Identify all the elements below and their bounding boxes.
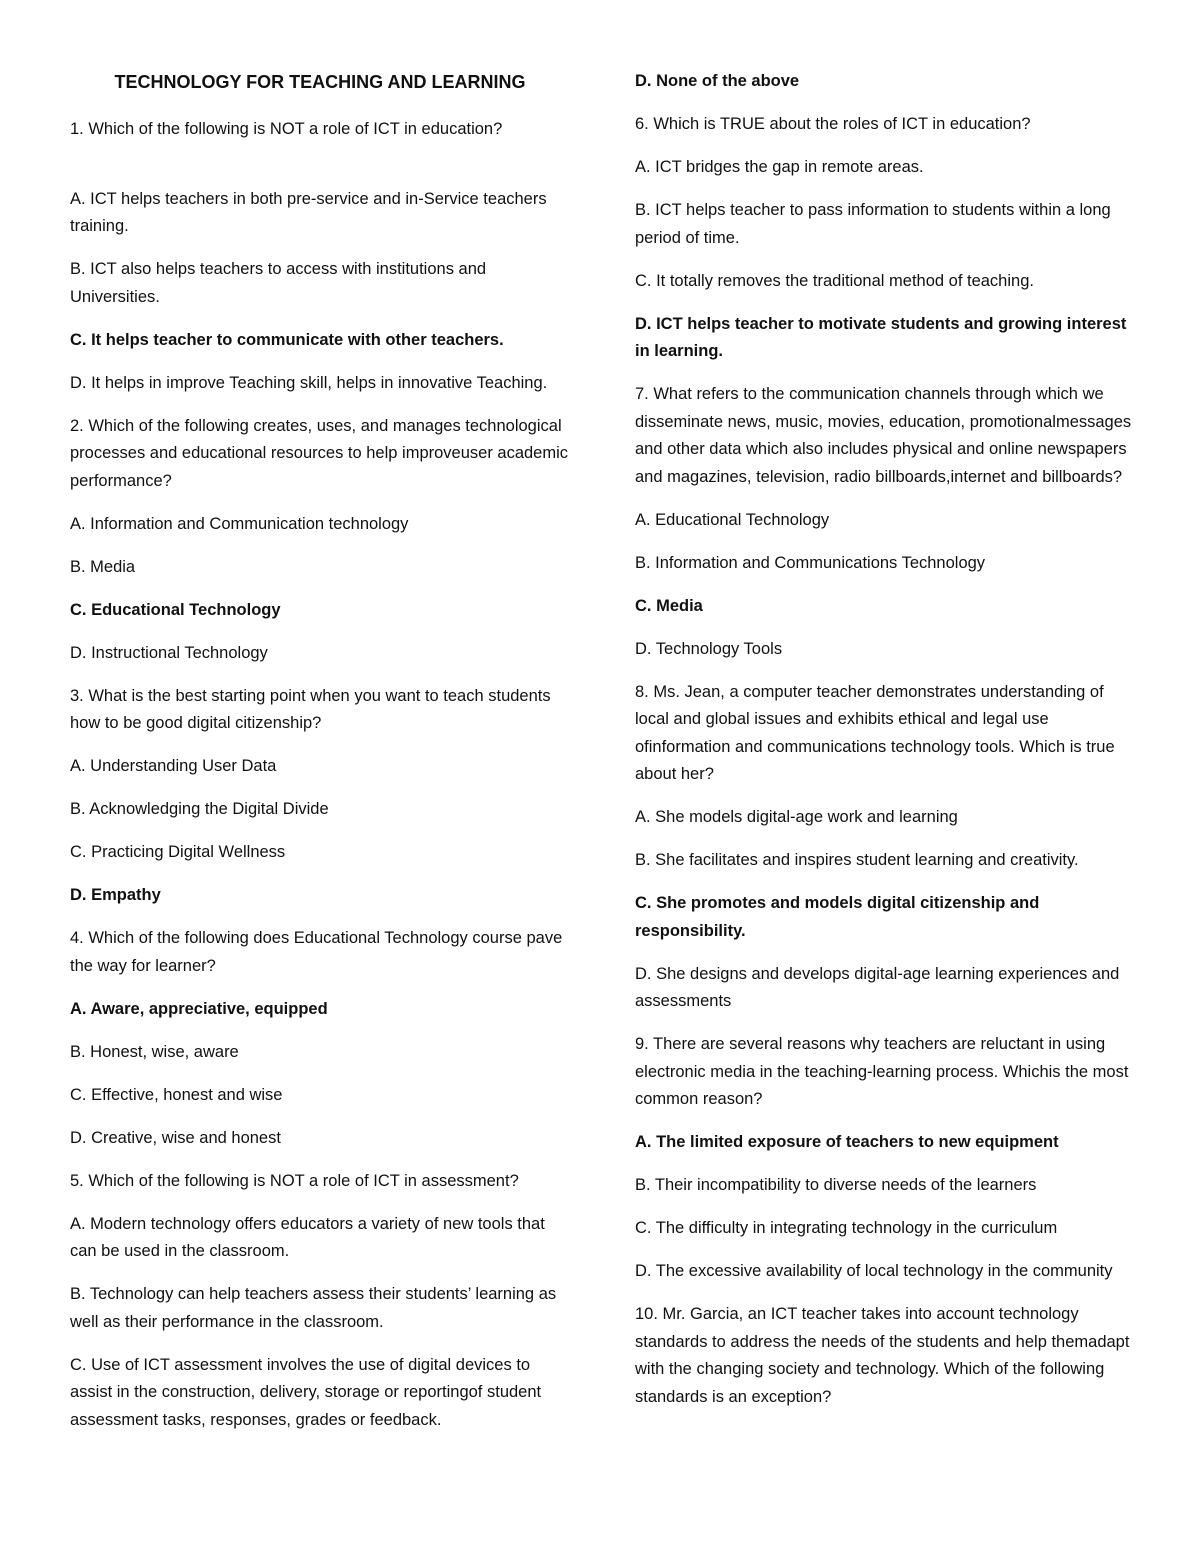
question-text-line: C. Practicing Digital Wellness — [70, 843, 286, 861]
answer-key-line: A. The limited exposure of teachers to new equipment — [635, 1133, 1059, 1151]
question-text-line: B. Information and Communications Technology — [635, 553, 986, 572]
left-question-list — [70, 116, 570, 1434]
question-text-line: A. Understanding User Data — [70, 757, 277, 775]
answer-key-line: D. ICT helps teacher to motivate students and growing interest in learning. — [635, 314, 1127, 360]
question-text-line: A. Information and Communication technology — [70, 514, 409, 533]
question-text-line: B. She facilitates and inspires student learning and creativity. — [635, 851, 1079, 869]
question-text-line: D. Instructional Technology — [70, 643, 268, 662]
question-text-line: A. She models digital-age work and learning — [635, 808, 958, 826]
answer-key-line: A. Aware, appreciative, equipped — [70, 999, 328, 1018]
question-text-line: B. Honest, wise, aware — [70, 1042, 239, 1061]
question-text-line: A. Modern technology offers educators a variety of new tools that can be used in the classroom. — [70, 1214, 545, 1260]
question-text-line: 10. Mr. Garcia, an ICT teacher takes into account technology standards to address the needs of the students and help themadapt with the changing society and technology. Which of the following standards is an exception? — [635, 1305, 1130, 1406]
question-text-line: D. It helps in improve Teaching skill, helps in innovative Teaching. — [70, 373, 548, 392]
question-text-line: B. Acknowledging the Digital Divide — [70, 800, 329, 818]
answer-key-line: C. Media — [635, 596, 703, 615]
question-text-line: 6. Which is TRUE about the roles of ICT in education? — [635, 115, 1031, 133]
question-text-line: B. ICT helps teacher to pass information to students within a long period of time. — [635, 201, 1111, 247]
left-column — [70, 68, 570, 1450]
question-text-line: A. Educational Technology — [635, 510, 830, 529]
answer-key-line: D. None of the above — [635, 72, 800, 90]
question-text-line: 3. What is the best starting point when you want to teach students how to be good digital citizenship? — [70, 686, 551, 732]
question-text-line: D. Creative, wise and honest — [70, 1128, 281, 1147]
question-text-line: D. Technology Tools — [635, 639, 783, 658]
answer-key-line: D. Empathy — [70, 886, 161, 904]
question-text-line: C. It totally removes the traditional method of teaching. — [635, 271, 1034, 290]
right-question-list — [635, 68, 1135, 1411]
question-text-line: B. Media — [70, 557, 136, 576]
question-text-line: 7. What refers to the communication channels through which we disseminate news, music, movies, education, promotionalmessages and other data which also includes physical and online newspapers and magazines, television, radio billboards,internet and billboards? — [635, 385, 1132, 486]
question-text-line: 4. Which of the following does Educational Technology course pave the way for learner? — [70, 929, 563, 975]
question-text-line: B. Their incompatibility to diverse needs of the learners — [635, 1176, 1037, 1194]
question-text-line: B. Technology can help teachers assess their students’ learning as well as their performance in the classroom. — [70, 1285, 557, 1331]
right-column — [635, 68, 1135, 1427]
answer-key-line: C. She promotes and models digital citizenship and responsibility. — [635, 894, 1040, 940]
answer-key-line: C. It helps teacher to communicate with other teachers. — [70, 330, 504, 349]
question-text-line: B. ICT also helps teachers to access with institutions and Universities. — [70, 260, 487, 306]
question-text-line: 2. Which of the following creates, uses, and manages technological processes and educational resources to help improveuser academic performance? — [70, 416, 569, 490]
question-text-line: A. ICT helps teachers in both pre-service and in-Service teachers training. — [70, 189, 547, 235]
question-text-line: C. Use of ICT assessment involves the use of digital devices to assist in the construction, delivery, storage or reportingof student assessment tasks, responses, grades or feedback. — [70, 1355, 542, 1429]
question-text-line: 5. Which of the following is NOT a role of ICT in assessment? — [70, 1171, 519, 1190]
question-text-line: 8. Ms. Jean, a computer teacher demonstrates understanding of local and global issues and exhibits ethical and legal use ofinformation and communications technology tools. Which is true about her? — [635, 682, 1115, 783]
question-text-line: D. She designs and develops digital-age learning experiences and assessments — [635, 964, 1120, 1010]
question-text-line: D. The excessive availability of local technology in the community — [635, 1262, 1113, 1280]
document-title: TECHNOLOGY FOR TEACHING AND LEARNING — [114, 72, 526, 92]
question-text-line: 1. Which of the following is NOT a role of ICT in education? — [70, 120, 503, 138]
question-text-line: A. ICT bridges the gap in remote areas. — [635, 158, 924, 176]
answer-key-line: C. Educational Technology — [70, 600, 281, 619]
question-text-line: 9. There are several reasons why teachers are reluctant in using electronic media in the teaching-learning process. Whichis the most common reason? — [635, 1035, 1129, 1108]
question-text-line: C. The difficulty in integrating technology in the curriculum — [635, 1219, 1058, 1237]
question-text-line: C. Effective, honest and wise — [70, 1085, 283, 1104]
